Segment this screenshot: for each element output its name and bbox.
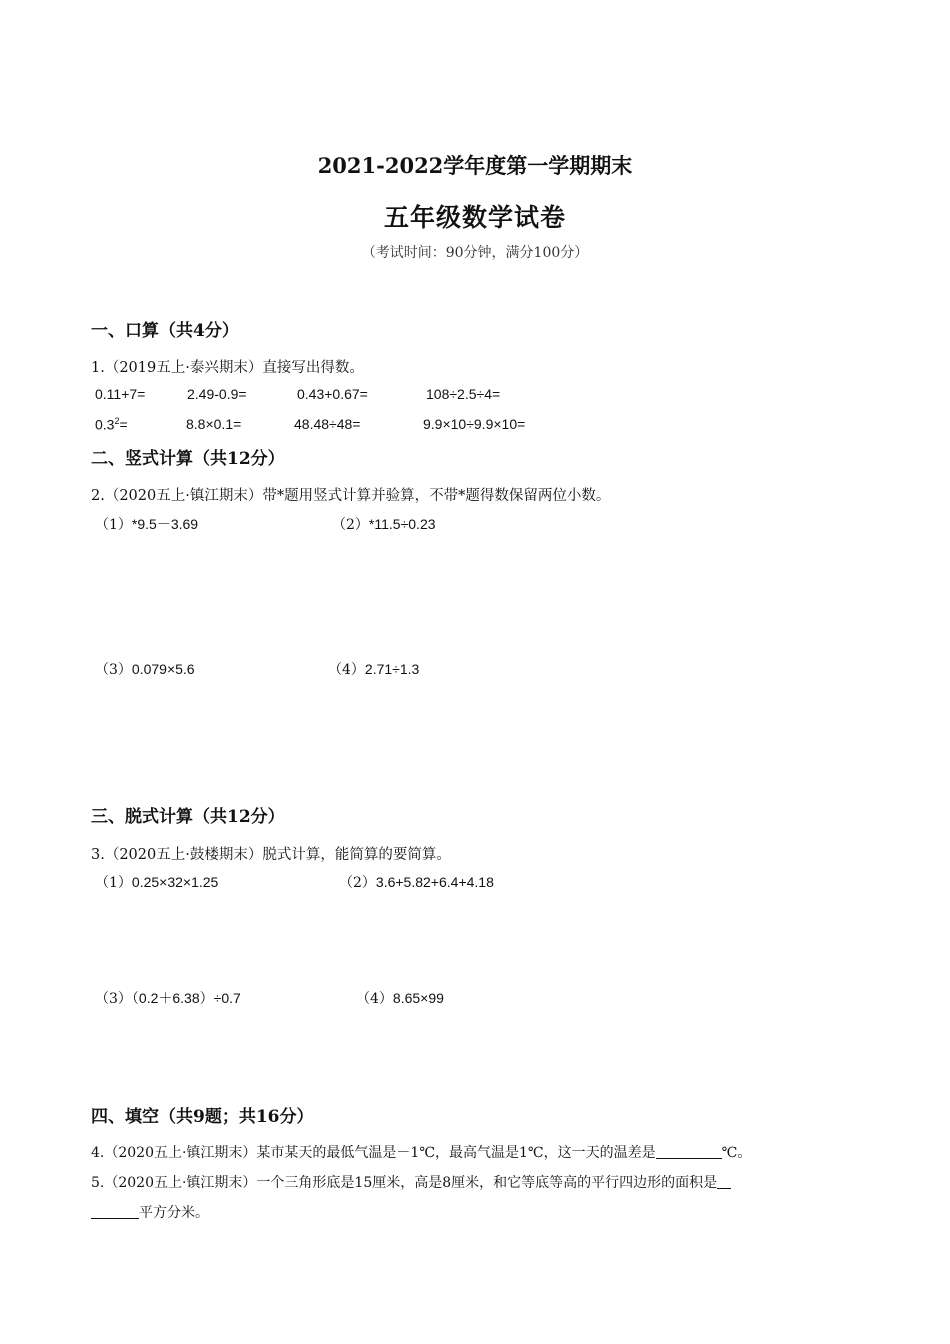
- question-5: 5.（2020五上·镇江期末）一个三角形底是15厘米，高是8厘米，和它等底等高的平行四边形的面积是: [91, 1172, 731, 1192]
- exam-title: 五年级数学试卷: [383, 203, 566, 232]
- stepwise-item-4: （4）8.65×99: [356, 990, 444, 1007]
- oral-expr: 48.48÷48=: [294, 416, 361, 432]
- oral-expr: 9.9×10÷9.9×10=: [423, 416, 526, 432]
- question-5-continued: 平方分米。: [91, 1202, 209, 1222]
- vertical-item-3: （3）0.079×5.6: [95, 661, 195, 678]
- oral-expr: 8.8×0.1=: [186, 416, 242, 432]
- oral-expr: 0.43+0.67=: [297, 386, 368, 402]
- answer-blank[interactable]: [91, 1204, 139, 1219]
- section-title-stepwise: 三、脱式计算（共12分）: [91, 807, 285, 827]
- section-title-oral: 一、口算（共4分）: [91, 321, 239, 341]
- exam-info: （考试时间：90分钟，满分100分）: [361, 245, 589, 261]
- question-1-stem: 1.（2019五上·泰兴期末）直接写出得数。: [91, 360, 364, 376]
- oral-expr-power: $0.3^2=$: [95, 416, 128, 433]
- answer-blank[interactable]: [656, 1144, 722, 1159]
- question-4: 4.（2020五上·镇江期末）某市某天的最低气温是－1℃，最高气温是1℃，这一天的温差是 ℃。: [91, 1145, 752, 1161]
- vertical-item-2: （2）*11.5÷0.23: [332, 516, 436, 533]
- oral-expr: 108÷2.5÷4=: [426, 386, 501, 402]
- stepwise-item-3: （3）（0.2＋6.38）÷0.7: [95, 990, 241, 1007]
- stepwise-item-1: （1）0.25×32×1.25: [95, 874, 219, 891]
- question-3-stem: 3.（2020五上·鼓楼期末）脱式计算，能简算的要简算。: [91, 847, 451, 863]
- oral-expr: 2.49-0.9=: [187, 386, 247, 402]
- exam-year-title: 2021-2022学年度第一学期期末: [317, 153, 633, 178]
- vertical-item-4: （4）2.71÷1.3: [328, 661, 420, 678]
- section-title-vertical: 二、竖式计算（共12分）: [91, 449, 285, 469]
- answer-blank[interactable]: [717, 1174, 731, 1189]
- vertical-item-1: （1）*9.5－3.69: [95, 516, 199, 533]
- oral-expr: 0.11+7=: [95, 386, 146, 402]
- question-2-stem: 2.（2020五上·镇江期末）带*题用竖式计算并验算，不带*题得数保留两位小数。: [91, 488, 611, 504]
- section-title-fill: 四、填空（共9题；共16分）: [91, 1107, 314, 1127]
- stepwise-item-2: （2）3.6+5.82+6.4+4.18: [339, 874, 494, 891]
